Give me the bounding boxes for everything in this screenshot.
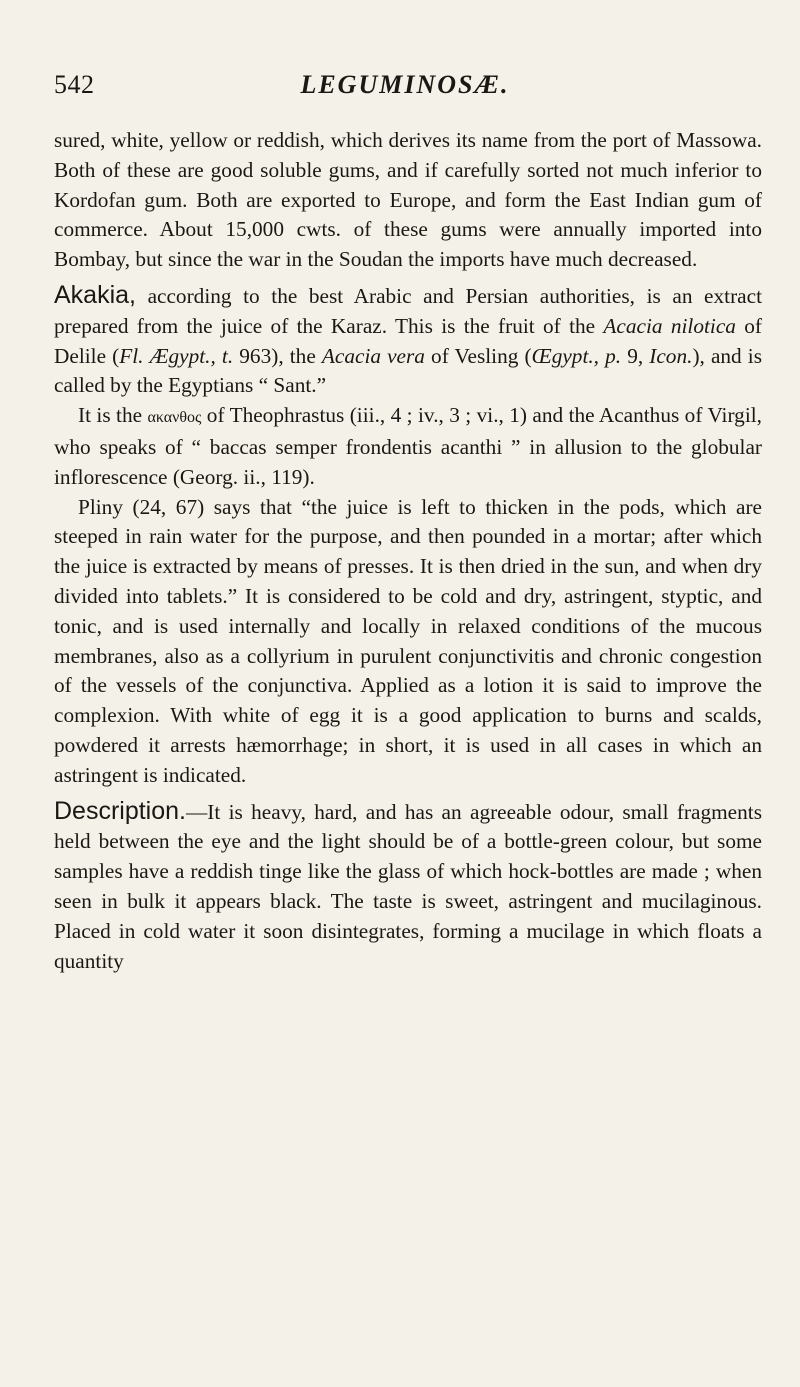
body-text [54,126,762,976]
section-heading-description: Description. [54,796,186,825]
greek-word: ακανθος [147,409,202,427]
paragraph-continuation: sured, white, yellow or reddish, which derives its name from the port of Massowa. Both of these are good soluble gums, and if carefully sorted not much inferior to Kordofan gum. Both are exported to Europe, and form the East Indian gum of commerce. About 15,000 cwts. of these gums were annually imported into Bombay, but since the war in the Soudan the imports have much decreased. [54,128,762,272]
citation: Fl. Ægypt., t. [119,343,234,368]
paragraph-pliny: Pliny (24, 67) says that “the juice is left to thicken in the pods, which are steeped in rain water for the purpose, and then pounded in a mortar; after which the juice is extracted by means of presses. It is then dried in the sun, and when dry divided into tablets.” It is considered to be cold and dry, astringent, styptic, and tonic, and is used internally and locally in relaxed conditions of the mucous membranes, also as a collyrium in purulent conjunctivitis and chronic congestion of the vessels of the conjunctiva. Applied as a lotion it is said to improve the complexion. With white of egg it is a good application to burns and scalds, powdered it arrests hæmorrhage; in short, it is used in all cases in which an astringent is indicated. [54,494,762,787]
page-number: 542 [54,70,95,99]
paragraph-akakia: Akakia, according to the best Arabic and Persian authorities, is an extract prepared from the juice of the Karaz. This is the fruit of the Acacia nilotica of Delile (Fl. Ægypt., t. 963), the Acacia vera of Vesling (Œgypt., p. 9, Icon.), and is called by the Egyptians “ Sant.” [54,280,763,398]
section-heading-akakia: Akakia, [54,280,136,309]
paragraph-description: Description.—It is heavy, hard, and has an agreeable odour, small fragments held between the eye and the light should be of a bottle-green colour, but some samples have a reddish tinge like the glass of which hock-bottles are made ; when seen in bulk it appears black. The taste is sweet, astringent and mucilaginous. Placed in cold water it soon disintegrates, forming a mucilage in which floats a quantity [54,796,762,973]
species-name: Acacia vera [321,343,425,368]
citation: Icon. [649,343,693,368]
running-title: LEGUMINOSÆ. [300,70,510,99]
page-header [50,70,760,110]
citation: Œgypt., p. [531,343,622,368]
paragraph-theophrastus: It is the ακανθος of Theophrastus (iii., 4 ; iv., 3 ; vi., 1) and the Acanthus of Virgil, who speaks of “ baccas semper frondentis acanthi ” in allusion to the globular inflorescence (Georg. ii., 119). [54,403,762,489]
species-name: Acacia nilotica [603,313,736,338]
